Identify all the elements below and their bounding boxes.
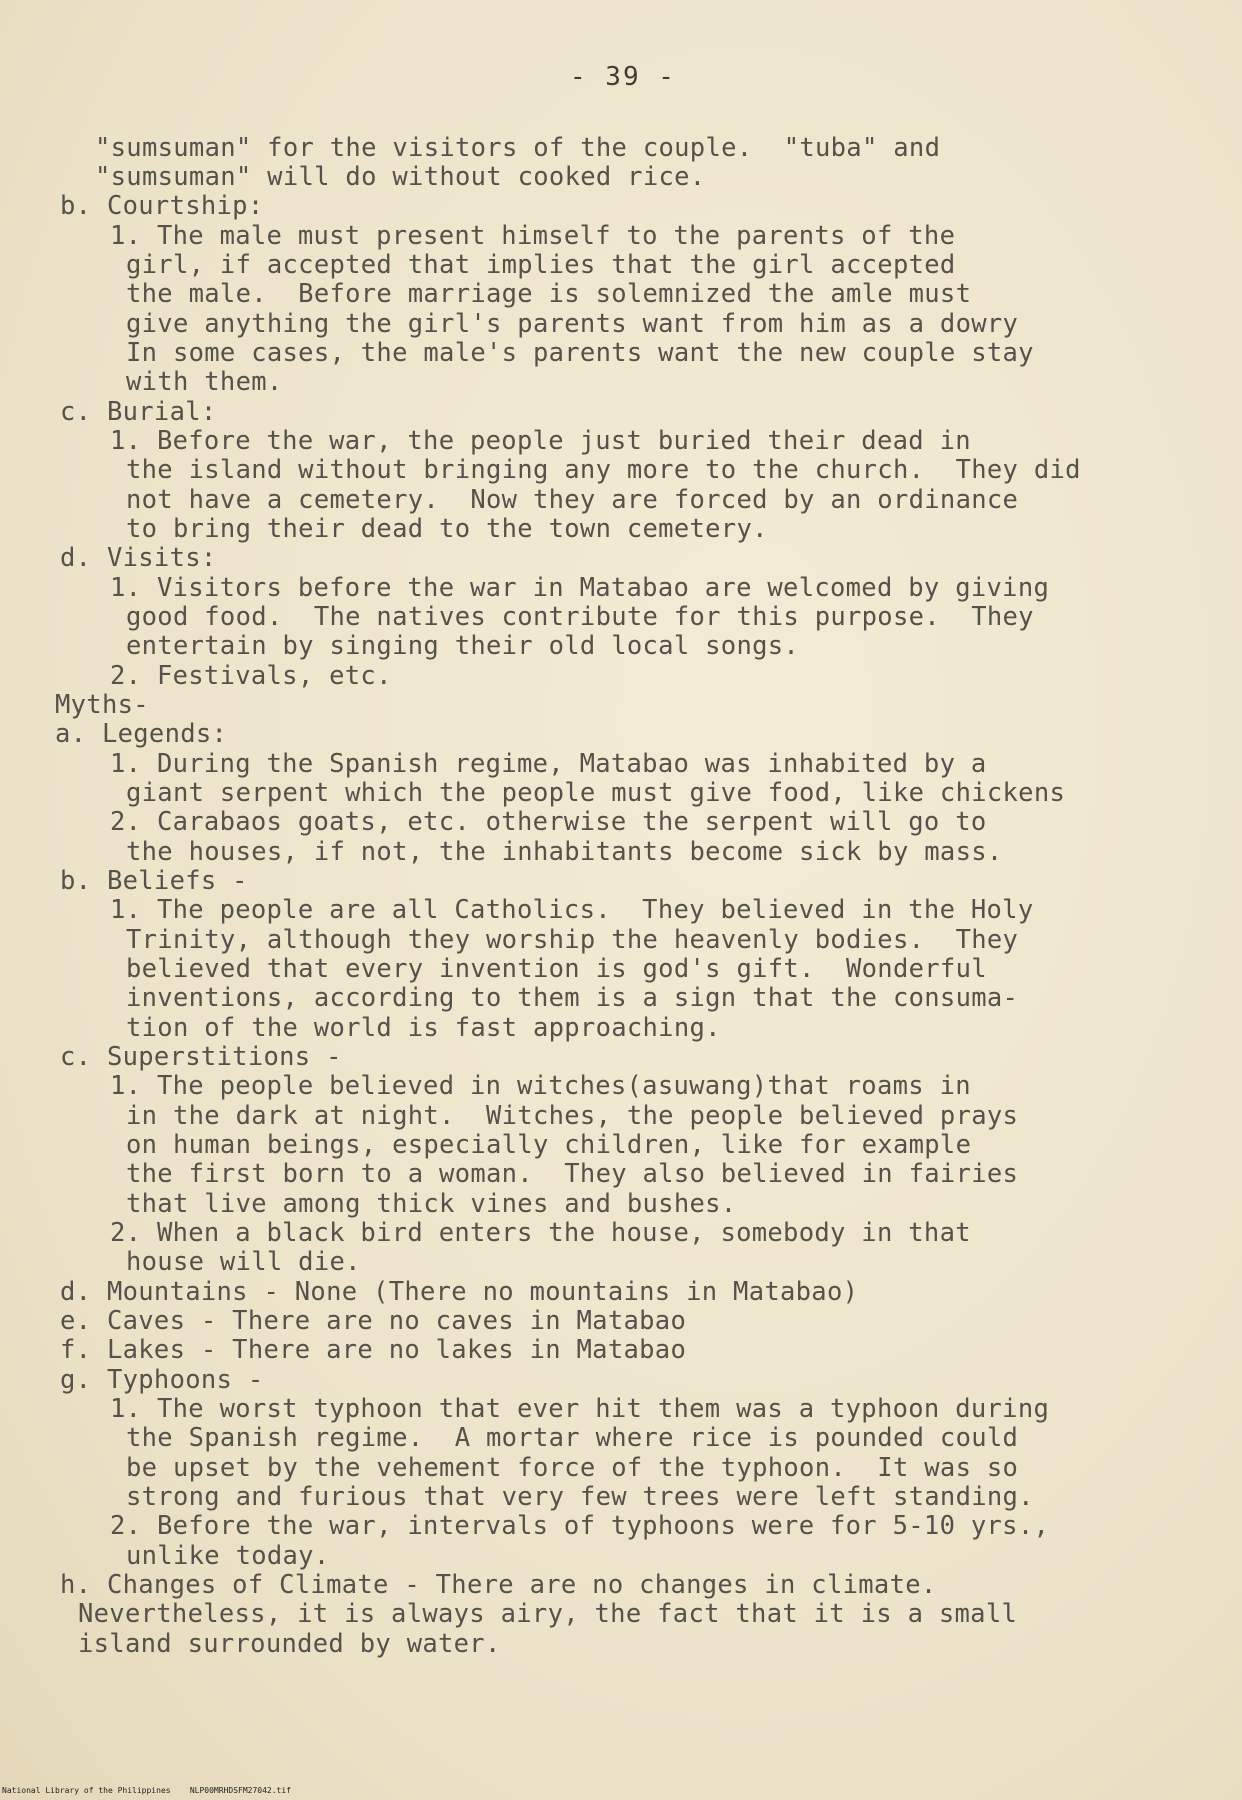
text-line: not have a cemetery. Now they are forced by an ordinance (126, 485, 1019, 515)
text-line: Trinity, although they worship the heavenly bodies. They (126, 925, 1019, 955)
text-line: 1. The male must present himself to the parents of the (110, 221, 956, 251)
text-line: the male. Before marriage is solemnized the amle must (126, 279, 972, 309)
page-number: - 39 - (570, 62, 676, 92)
text-line: entertain by singing their old local songs. (126, 631, 800, 661)
text-line: give anything the girl's parents want from him as a dowry (126, 309, 1019, 339)
text-line: d. Visits: (60, 543, 217, 573)
text-line: Myths- (55, 690, 149, 720)
text-line: that live among thick vines and bushes. (126, 1189, 737, 1219)
text-line: 1. Visitors before the war in Matabao are welcomed by giving (110, 573, 1050, 603)
text-line: 1. Before the war, the people just buried their dead in (110, 426, 971, 456)
text-line: tion of the world is fast approaching. (126, 1013, 721, 1043)
text-line: 2. Carabaos goats, etc. otherwise the serpent will go to (110, 807, 987, 837)
text-line: house will die. (126, 1247, 361, 1277)
text-line: the island without bringing any more to the church. They did (126, 455, 1081, 485)
text-line: "sumsuman" will do without cooked rice. (95, 162, 706, 192)
text-line: believed that every invention is god's gift. Wonderful (126, 954, 987, 984)
text-line: with them. (126, 367, 283, 397)
text-line: e. Caves - There are no caves in Matabao (60, 1306, 687, 1336)
text-line: Nevertheless, it is always airy, the fact that it is a small (78, 1599, 1018, 1629)
text-line: girl, if accepted that implies that the girl accepted (126, 250, 956, 280)
text-line: good food. The natives contribute for this purpose. They (126, 602, 1034, 632)
text-line: to bring their dead to the town cemetery. (126, 514, 768, 544)
text-line: b. Beliefs - (60, 866, 248, 896)
text-line: strong and furious that very few trees were left standing. (126, 1482, 1034, 1512)
text-line: g. Typhoons - (60, 1365, 264, 1395)
text-line: In some cases, the male's parents want the new couple stay (126, 338, 1034, 368)
text-line: be upset by the vehement force of the typhoon. It was so (126, 1453, 1019, 1483)
text-line: h. Changes of Climate - There are no changes in climate. (60, 1570, 937, 1600)
text-line: "sumsuman" for the visitors of the couple. "tuba" and (95, 133, 941, 163)
archive-footer: National Library of the Philippines NLP00MRHDSFM27042.tif (2, 1786, 291, 1795)
text-line: 1. During the Spanish regime, Matabao was inhabited by a (110, 749, 987, 779)
text-line: the houses, if not, the inhabitants become sick by mass. (126, 837, 1003, 867)
text-line: c. Superstitions - (60, 1042, 342, 1072)
text-line: 2. Festivals, etc. (110, 661, 392, 691)
text-line: c. Burial: (60, 397, 217, 427)
text-line: d. Mountains - None (There no mountains in Matabao) (60, 1277, 859, 1307)
text-line: 1. The people are all Catholics. They believed in the Holy (110, 895, 1034, 925)
text-line: the Spanish regime. A mortar where rice is pounded could (126, 1423, 1019, 1453)
text-line: 1. The people believed in witches(asuwang)that roams in (110, 1071, 971, 1101)
text-line: inventions, according to them is a sign that the consuma- (126, 983, 1019, 1013)
text-line: the first born to a woman. They also believed in fairies (126, 1159, 1019, 1189)
text-line: a. Legends: (55, 719, 228, 749)
text-line: unlike today. (126, 1541, 330, 1571)
text-line: in the dark at night. Witches, the people believed prays (126, 1101, 1019, 1131)
text-line: island surrounded by water. (78, 1629, 501, 1659)
text-line: on human beings, especially children, like for example (126, 1130, 972, 1160)
text-line: giant serpent which the people must give food, like chickens (126, 778, 1066, 808)
text-line: 1. The worst typhoon that ever hit them was a typhoon during (110, 1394, 1050, 1424)
text-line: 2. Before the war, intervals of typhoons were for 5-10 yrs., (110, 1511, 1050, 1541)
text-line: 2. When a black bird enters the house, somebody in that (110, 1218, 971, 1248)
text-line: b. Courtship: (60, 191, 264, 221)
text-line: f. Lakes - There are no lakes in Matabao (60, 1335, 687, 1365)
